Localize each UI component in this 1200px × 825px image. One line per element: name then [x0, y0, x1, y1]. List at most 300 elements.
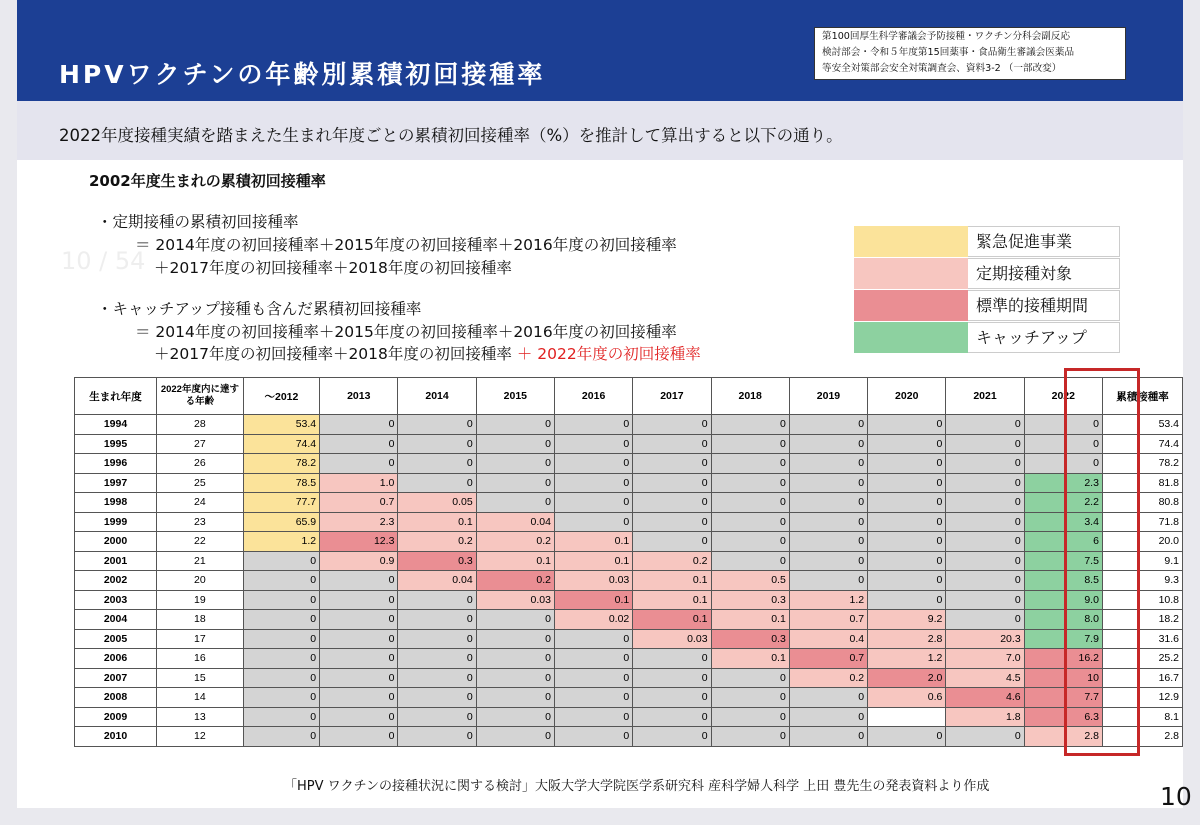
rate-cell: 0 [320, 415, 398, 435]
rate-cell: 0.1 [554, 551, 632, 571]
slide [17, 0, 1192, 811]
rate-cell: 0 [633, 649, 711, 669]
rate-cell: 0 [554, 415, 632, 435]
legend-item [854, 322, 1120, 353]
rate-cell: 6 [1024, 532, 1102, 552]
rate-cell: 0 [946, 473, 1024, 493]
rate-cell: 8.0 [1024, 610, 1102, 630]
rate-cell: 0 [711, 512, 789, 532]
legend [854, 226, 1120, 354]
rate-cell: 0 [946, 493, 1024, 513]
rate-cell: 0 [946, 571, 1024, 591]
rate-cell: 0.04 [476, 512, 554, 532]
cumulative-rate-cell: 16.7 [1102, 668, 1182, 688]
rate-cell: 0 [398, 610, 476, 630]
rate-cell: 0.2 [789, 668, 867, 688]
rate-cell: 0 [711, 551, 789, 571]
rate-cell: 0.2 [476, 532, 554, 552]
table-row [75, 707, 1183, 727]
rate-cell: 0 [946, 610, 1024, 630]
rate-cell: 0 [868, 493, 946, 513]
table-row [75, 649, 1183, 669]
cumulative-rate-cell: 2.8 [1102, 727, 1182, 747]
rate-cell: 53.4 [243, 415, 319, 435]
rate-cell: 0 [476, 688, 554, 708]
rate-cell: 0 [868, 415, 946, 435]
rate-cell: 0 [398, 668, 476, 688]
rate-cell: 0.03 [633, 629, 711, 649]
cumulative-rate-cell: 9.1 [1102, 551, 1182, 571]
formula2-catchup-term: ＋ 2022年度の初回接種率 [516, 345, 701, 363]
table-row [75, 610, 1183, 630]
age-cell: 17 [157, 629, 244, 649]
rate-cell: 0 [476, 727, 554, 747]
rate-cell: 0 [476, 415, 554, 435]
rate-cell: 0 [243, 727, 319, 747]
rate-cell: 1.2 [789, 590, 867, 610]
table-row [75, 532, 1183, 552]
rate-cell: 7.5 [1024, 551, 1102, 571]
formula1-line2: ＋2017年度の初回接種率＋2018年度の初回接種率 [154, 259, 512, 277]
rate-cell: 0 [320, 707, 398, 727]
rate-cell: 0 [633, 707, 711, 727]
rate-cell: 0 [320, 727, 398, 747]
age-cell: 20 [157, 571, 244, 591]
rate-cell: 0 [398, 590, 476, 610]
rate-cell: 0 [320, 668, 398, 688]
age-cell: 19 [157, 590, 244, 610]
rate-cell: 9.2 [868, 610, 946, 630]
rate-cell: 0 [946, 590, 1024, 610]
table-row [75, 668, 1183, 688]
birth-year-cell: 2007 [75, 668, 157, 688]
rate-cell: 0.1 [554, 532, 632, 552]
rate-cell: 0.7 [320, 493, 398, 513]
rate-cell: 2.3 [320, 512, 398, 532]
birth-year-cell: 1994 [75, 415, 157, 435]
rate-cell: 0 [1024, 434, 1102, 454]
rate-cell: 0 [789, 532, 867, 552]
rate-cell: 0 [868, 551, 946, 571]
cumulative-rate-cell: 9.3 [1102, 571, 1182, 591]
rate-cell: 0 [711, 454, 789, 474]
rate-cell: 0 [320, 454, 398, 474]
rate-cell: 0 [398, 415, 476, 435]
rate-cell: 0 [711, 707, 789, 727]
rate-cell: 0.03 [476, 590, 554, 610]
rate-cell: 0 [398, 473, 476, 493]
age-cell: 16 [157, 649, 244, 669]
rate-cell: 0.1 [476, 551, 554, 571]
column-header: 2022年度内に達する年齢 [157, 378, 244, 415]
age-cell: 25 [157, 473, 244, 493]
rate-cell: 0 [243, 590, 319, 610]
table-header-row [75, 378, 1183, 415]
rate-cell: 0 [711, 415, 789, 435]
rate-cell: 0 [554, 727, 632, 747]
rate-cell: 7.7 [1024, 688, 1102, 708]
rate-cell: 0 [398, 434, 476, 454]
table-row [75, 493, 1183, 513]
column-header: 2014 [398, 378, 476, 415]
cumulative-column-highlight [1064, 368, 1140, 756]
rate-cell: 0 [243, 688, 319, 708]
rate-cell: 0 [243, 610, 319, 630]
formula1-heading: ・定期接種の累積初回接種率 [97, 213, 299, 231]
rate-cell: 77.7 [243, 493, 319, 513]
legend-item [854, 258, 1120, 289]
column-header: 生まれ年度 [75, 378, 157, 415]
rate-cell: 0 [789, 688, 867, 708]
rate-cell: 6.3 [1024, 707, 1102, 727]
table-row [75, 629, 1183, 649]
rate-cell: 0 [633, 688, 711, 708]
cumulative-rate-cell: 71.8 [1102, 512, 1182, 532]
rate-cell: 0 [320, 610, 398, 630]
rate-cell: 8.5 [1024, 571, 1102, 591]
table-row [75, 590, 1183, 610]
rate-cell: 0 [243, 571, 319, 591]
rate-cell: 0 [789, 454, 867, 474]
rate-cell: 0 [711, 493, 789, 513]
rate-cell: 4.6 [946, 688, 1024, 708]
column-header: 2017 [633, 378, 711, 415]
rate-cell: 0 [946, 512, 1024, 532]
rate-cell: 9.0 [1024, 590, 1102, 610]
birth-year-cell: 1999 [75, 512, 157, 532]
rate-cell: 0 [320, 590, 398, 610]
section-title: 2002年度生まれの累積初回接種率 [89, 172, 326, 190]
rate-cell: 0 [868, 512, 946, 532]
rate-cell: 0 [320, 629, 398, 649]
rate-cell: 0 [789, 434, 867, 454]
rate-cell: 0 [633, 532, 711, 552]
page-watermark: 10 / 54 [61, 247, 146, 275]
rate-cell: 0.2 [476, 571, 554, 591]
rate-cell: 0.1 [398, 512, 476, 532]
rate-cell: 2.3 [1024, 473, 1102, 493]
rate-cell: 0 [320, 571, 398, 591]
source-line: 等安全対策部会安全対策調査会、資料3-2 （一部改変） [822, 63, 1062, 74]
column-header: ～2012 [243, 378, 319, 415]
rate-cell [868, 707, 946, 727]
title-banner [17, 0, 1183, 101]
rate-cell: 0.1 [633, 610, 711, 630]
rate-cell: 7.0 [946, 649, 1024, 669]
legend-swatch [854, 322, 968, 353]
rate-cell: 0.3 [711, 590, 789, 610]
rate-cell: 0 [633, 473, 711, 493]
rate-cell: 0 [243, 668, 319, 688]
rate-cell: 0 [946, 727, 1024, 747]
rate-cell: 0 [398, 629, 476, 649]
rate-cell: 0 [554, 668, 632, 688]
rate-cell: 0 [868, 590, 946, 610]
rate-cell: 0 [398, 454, 476, 474]
age-cell: 23 [157, 512, 244, 532]
table-row [75, 512, 1183, 532]
rate-cell: 0.1 [633, 571, 711, 591]
birth-year-cell: 2006 [75, 649, 157, 669]
column-header: 2021 [946, 378, 1024, 415]
formula1-line1: ＝ 2014年度の初回接種率＋2015年度の初回接種率＋2016年度の初回接種率 [135, 236, 677, 254]
rate-cell: 0 [633, 727, 711, 747]
cumulative-rate-cell: 8.1 [1102, 707, 1182, 727]
birth-year-cell: 2010 [75, 727, 157, 747]
cumulative-rate-cell: 10.8 [1102, 590, 1182, 610]
legend-label: 定期接種対象 [968, 258, 1120, 289]
rate-cell: 0 [1024, 415, 1102, 435]
rate-cell: 1.0 [320, 473, 398, 493]
rate-cell: 0 [868, 434, 946, 454]
rate-cell: 16.2 [1024, 649, 1102, 669]
rate-cell: 78.5 [243, 473, 319, 493]
rate-cell: 0 [398, 727, 476, 747]
rate-cell: 0 [633, 454, 711, 474]
rate-cell: 3.4 [1024, 512, 1102, 532]
rate-cell: 0 [789, 473, 867, 493]
cumulative-rate-cell: 20.0 [1102, 532, 1182, 552]
rate-cell: 0 [868, 532, 946, 552]
rate-cell: 0 [633, 434, 711, 454]
rate-cell: 0 [711, 473, 789, 493]
table-row [75, 571, 1183, 591]
age-cell: 15 [157, 668, 244, 688]
table-row [75, 434, 1183, 454]
summary-text: 2022年度接種実績を踏まえた生まれ年度ごとの累積初回接種率（%）を推計して算出すると以下の通り。 [59, 126, 843, 145]
rate-cell: 0 [554, 649, 632, 669]
rate-cell: 0 [320, 688, 398, 708]
cumulative-rate-cell: 12.9 [1102, 688, 1182, 708]
legend-swatch [854, 258, 968, 289]
rate-cell: 0.1 [554, 590, 632, 610]
rate-cell: 0 [398, 688, 476, 708]
table-row [75, 473, 1183, 493]
rate-cell: 0 [789, 415, 867, 435]
rate-cell: 0 [789, 493, 867, 513]
legend-item [854, 226, 1120, 257]
rate-cell: 0 [243, 551, 319, 571]
rate-cell: 0.7 [789, 610, 867, 630]
rate-cell: 1.2 [243, 532, 319, 552]
rate-cell: 0.7 [789, 649, 867, 669]
rate-cell: 20.3 [946, 629, 1024, 649]
rate-cell: 0.02 [554, 610, 632, 630]
age-cell: 14 [157, 688, 244, 708]
rate-cell: 1.8 [946, 707, 1024, 727]
formula2-line2: ＋2017年度の初回接種率＋2018年度の初回接種率 ＋ 2022年度の初回接種率 [154, 345, 701, 363]
cumulative-rate-cell: 80.8 [1102, 493, 1182, 513]
rate-cell: 0 [476, 434, 554, 454]
column-header: 2016 [554, 378, 632, 415]
rate-cell: 2.8 [868, 629, 946, 649]
rate-cell: 0 [243, 649, 319, 669]
rate-cell: 0.05 [398, 493, 476, 513]
rate-cell: 0 [711, 434, 789, 454]
rate-cell: 0 [554, 707, 632, 727]
age-cell: 28 [157, 415, 244, 435]
cumulative-rate-cell: 74.4 [1102, 434, 1182, 454]
rate-cell: 0 [946, 532, 1024, 552]
rate-cell: 65.9 [243, 512, 319, 532]
rate-cell: 0 [476, 668, 554, 688]
rate-cell: 4.5 [946, 668, 1024, 688]
birth-year-cell: 2008 [75, 688, 157, 708]
age-cell: 13 [157, 707, 244, 727]
rate-cell: 0 [789, 571, 867, 591]
rate-cell: 0 [476, 610, 554, 630]
rate-cell: 0 [554, 454, 632, 474]
rate-cell: 0 [711, 668, 789, 688]
rate-cell: 78.2 [243, 454, 319, 474]
rate-cell: 0 [398, 707, 476, 727]
column-header: 累積接種率 [1102, 378, 1182, 415]
rate-cell: 0 [633, 512, 711, 532]
rate-cell: 0 [633, 415, 711, 435]
birth-year-cell: 2005 [75, 629, 157, 649]
legend-swatch [854, 290, 968, 321]
rate-cell: 0.3 [398, 551, 476, 571]
table-row [75, 454, 1183, 474]
formula2-heading: ・キャッチアップ接種も含んだ累積初回接種率 [97, 300, 422, 318]
age-cell: 18 [157, 610, 244, 630]
table-row [75, 688, 1183, 708]
rate-cell: 0 [320, 649, 398, 669]
birth-year-cell: 2003 [75, 590, 157, 610]
table-row [75, 551, 1183, 571]
birth-year-cell: 1996 [75, 454, 157, 474]
rate-cell: 0.2 [398, 532, 476, 552]
rate-cell: 0.1 [711, 649, 789, 669]
rate-cell: 0 [711, 532, 789, 552]
rate-cell: 0 [868, 454, 946, 474]
formula2-line1: ＝ 2014年度の初回接種率＋2015年度の初回接種率＋2016年度の初回接種率 [135, 323, 677, 341]
table-row [75, 727, 1183, 747]
rate-cell: 0 [868, 473, 946, 493]
column-header: 2013 [320, 378, 398, 415]
rate-cell: 0 [476, 629, 554, 649]
rate-cell: 0 [243, 707, 319, 727]
rate-cell: 0 [476, 649, 554, 669]
legend-item [854, 290, 1120, 321]
rate-cell: 0 [554, 493, 632, 513]
rate-cell: 0 [633, 668, 711, 688]
rate-cell: 0 [243, 629, 319, 649]
footer-credit: 「HPV ワクチンの接種状況に関する検討」大阪大学大学院医学系研究科 産科学婦人科学 上田 豊先生の発表資料より作成 [284, 779, 990, 794]
rate-cell: 0 [476, 454, 554, 474]
age-cell: 24 [157, 493, 244, 513]
legend-label: 緊急促進事業 [968, 226, 1120, 257]
page-title: HPVワクチンの年齢別累積初回接種率 [59, 60, 546, 89]
rate-cell: 0 [946, 434, 1024, 454]
age-cell: 26 [157, 454, 244, 474]
page-number: 10 [1160, 782, 1192, 811]
birth-year-cell: 2004 [75, 610, 157, 630]
rate-cell: 2.8 [1024, 727, 1102, 747]
cumulative-rate-cell: 31.6 [1102, 629, 1182, 649]
cumulative-rate-cell: 78.2 [1102, 454, 1182, 474]
birth-year-cell: 1998 [75, 493, 157, 513]
rate-cell: 10 [1024, 668, 1102, 688]
rate-cell: 0 [476, 493, 554, 513]
rate-cell: 0 [476, 473, 554, 493]
source-line: 第100回厚生科学審議会予防接種・ワクチン分科会副反応 [822, 31, 1071, 42]
rate-cell: 0 [946, 454, 1024, 474]
column-header: 2018 [711, 378, 789, 415]
rate-cell: 0 [398, 649, 476, 669]
birth-year-cell: 2001 [75, 551, 157, 571]
cumulative-rate-cell: 25.2 [1102, 649, 1182, 669]
rate-cell: 7.9 [1024, 629, 1102, 649]
legend-swatch [854, 226, 968, 257]
rate-cell: 0 [554, 434, 632, 454]
rate-cell: 0 [789, 551, 867, 571]
column-header: 2020 [868, 378, 946, 415]
rate-cell: 0.1 [633, 590, 711, 610]
legend-label: 標準的接種期間 [968, 290, 1120, 321]
legend-label: キャッチアップ [968, 322, 1120, 353]
rate-cell: 0.2 [633, 551, 711, 571]
column-header: 2019 [789, 378, 867, 415]
rate-cell: 0 [711, 688, 789, 708]
rate-cell: 0.04 [398, 571, 476, 591]
rate-cell: 0 [711, 727, 789, 747]
rate-cell: 0.03 [554, 571, 632, 591]
rate-cell: 1.2 [868, 649, 946, 669]
rate-cell: 0 [633, 493, 711, 513]
birth-year-cell: 2000 [75, 532, 157, 552]
rate-cell: 0 [320, 434, 398, 454]
age-cell: 12 [157, 727, 244, 747]
rate-cell: 0 [868, 727, 946, 747]
age-cell: 21 [157, 551, 244, 571]
rate-cell: 12.3 [320, 532, 398, 552]
rate-cell: 0 [789, 727, 867, 747]
rate-cell: 0 [789, 707, 867, 727]
rate-cell: 0 [868, 571, 946, 591]
rate-cell: 0 [554, 512, 632, 532]
rate-cell: 0 [946, 551, 1024, 571]
rate-cell: 0 [1024, 454, 1102, 474]
rate-cell: 0 [554, 473, 632, 493]
rate-cell: 2.0 [868, 668, 946, 688]
age-cell: 27 [157, 434, 244, 454]
vaccination-rate-table [74, 377, 1183, 747]
rate-cell: 0 [554, 629, 632, 649]
table-row [75, 415, 1183, 435]
rate-cell: 0.4 [789, 629, 867, 649]
rate-cell: 0.5 [711, 571, 789, 591]
rate-cell: 0 [946, 415, 1024, 435]
cumulative-rate-cell: 81.8 [1102, 473, 1182, 493]
rate-cell: 74.4 [243, 434, 319, 454]
birth-year-cell: 1995 [75, 434, 157, 454]
birth-year-cell: 1997 [75, 473, 157, 493]
rate-cell: 2.2 [1024, 493, 1102, 513]
rate-cell: 0 [789, 512, 867, 532]
birth-year-cell: 2009 [75, 707, 157, 727]
cumulative-rate-cell: 18.2 [1102, 610, 1182, 630]
birth-year-cell: 2002 [75, 571, 157, 591]
source-line: 検討部会・令和５年度第15回薬事・食品衛生審議会医薬品 [822, 47, 1075, 58]
column-header: 2022 [1024, 378, 1102, 415]
cumulative-rate-cell: 53.4 [1102, 415, 1182, 435]
rate-cell: 0.6 [868, 688, 946, 708]
source-citation-box [814, 27, 1126, 80]
rate-cell: 0.3 [711, 629, 789, 649]
rate-cell: 0 [476, 707, 554, 727]
age-cell: 22 [157, 532, 244, 552]
